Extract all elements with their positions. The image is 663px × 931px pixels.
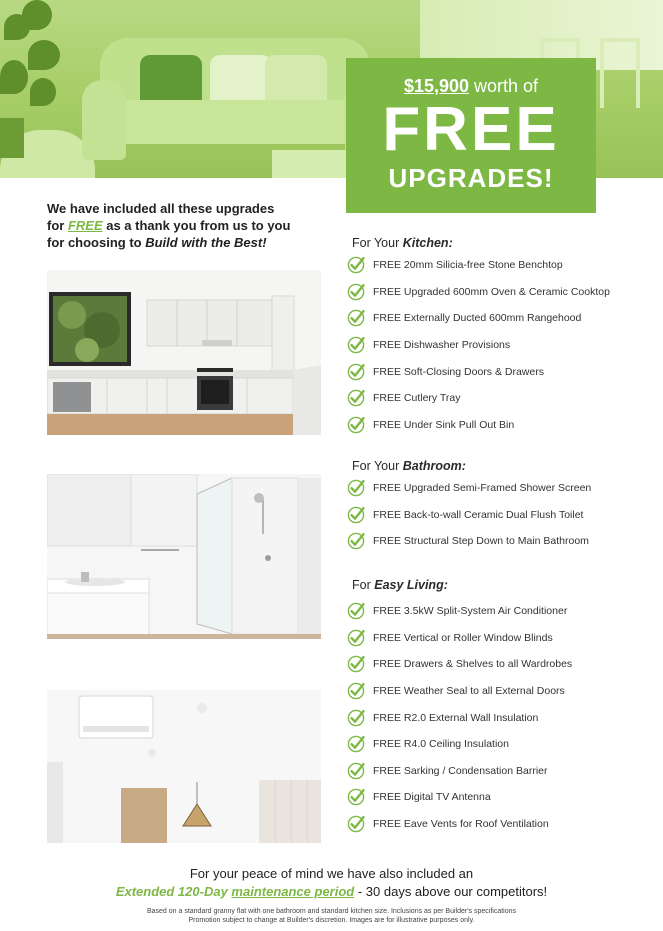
hero-sofa-seat [92,100,382,144]
list-item [347,678,647,705]
hero-sofa-arm [82,80,126,160]
intro-line-3 [47,234,327,251]
hero-plant-leaf [22,0,52,30]
list-item-label: FREE Drawers & Shelves to all Wardrobes [373,658,573,671]
fine-print-1: Based on a standard granny flat with one bathroom and standard kitchen size. Inclusions as per Builder's specifications [146,908,517,915]
kitchen-photo [47,270,321,435]
promo-amount: $15,900 [403,76,470,96]
list-item-label: FREE R2.0 External Wall Insulation [373,711,539,724]
check-circle-icon [347,815,365,833]
list-item-label: FREE Under Sink Pull Out Bin [373,418,515,431]
check-circle-icon [347,709,365,727]
list-item [347,784,647,811]
check-circle-icon [347,788,365,806]
check-circle-icon [347,389,365,407]
intro-line-3-start: for choosing to [47,235,146,250]
promo-box [346,58,596,213]
living-illustration [47,678,321,843]
list-item [347,731,647,758]
check-circle-icon [347,256,365,274]
list-item [347,475,647,502]
intro-for: for [47,218,68,233]
check-circle-icon [347,479,365,497]
fine-print-2: Promotion subject to change at Builder's discretion. Images are for illustrative purposes only. [188,917,475,924]
list-item [347,279,647,306]
hero-plant-leaf [0,60,28,94]
check-circle-icon [347,336,365,354]
hero-chair [600,38,640,108]
list-item-label: FREE Weather Seal to all External Doors [373,685,565,698]
footer-line-2 [0,884,663,899]
intro-line-3-em: Build with the Best! [145,235,267,250]
list-item-label: FREE Back-to-wall Ceramic Dual Flush Toilet [373,508,584,521]
kitchen-upgrade-list [347,252,647,438]
list-item-label: FREE Digital TV Antenna [373,791,491,804]
list-item [347,332,647,359]
bathroom-photo [47,474,321,639]
footer-highlight-b: maintenance period [231,884,355,899]
list-item-label: FREE 20mm Silicia-free Stone Benchtop [373,259,563,272]
list-item-label: FREE Cutlery Tray [373,392,461,405]
hero-plant-pot [0,118,24,158]
list-item-label: FREE Externally Ducted 600mm Rangehood [373,312,582,325]
list-item-label: FREE 3.5kW Split-System Air Conditioner [373,605,568,618]
living-upgrade-list [347,598,647,837]
list-item [347,625,647,652]
kitchen-section-title [352,236,453,250]
list-item [347,528,647,555]
intro-line-1: We have included all these upgrades [47,201,275,216]
check-circle-icon [347,416,365,434]
list-item [347,385,647,412]
hero-plant-leaf [30,78,56,106]
check-circle-icon [347,629,365,647]
list-item [347,651,647,678]
list-item-label: FREE Sarking / Condensation Barrier [373,764,548,777]
list-item [347,252,647,279]
footer-line-2-rest: - 30 days above our competitors! [354,884,548,899]
list-item-label: FREE Soft-Closing Doors & Drawers [373,365,544,378]
kitchen-title-prefix: For Your [352,236,403,250]
hero-plant-leaf [28,40,60,70]
promo-upgrades: UPGRADES! [388,163,554,193]
promo-amount-line [346,76,596,97]
check-circle-icon [347,283,365,301]
footer-highlight [116,884,354,899]
check-circle-icon [347,363,365,381]
footer-line-1: For your peace of mind we have also included an [189,866,474,881]
list-item-label: FREE Structural Step Down to Main Bathroom [373,535,589,548]
check-circle-icon [347,532,365,550]
check-circle-icon [347,655,365,673]
bathroom-title-em: Bathroom: [402,459,466,473]
check-circle-icon [347,682,365,700]
footer-highlight-a: Extended 120-Day [115,884,232,899]
check-circle-icon [347,602,365,620]
list-item-label: FREE Vertical or Roller Window Blinds [373,631,553,644]
check-circle-icon [347,762,365,780]
list-item [347,502,647,529]
living-title-em: Easy Living: [374,578,448,592]
bathroom-section-title [352,459,466,473]
bathroom-illustration [47,474,321,639]
intro-free-word: FREE [67,218,103,233]
intro-text [47,200,327,251]
living-section-title [352,578,448,592]
list-item [347,704,647,731]
check-circle-icon [347,735,365,753]
check-circle-icon [347,506,365,524]
list-item-label: FREE R4.0 Ceiling Insulation [373,738,509,751]
list-item [347,758,647,785]
list-item-label: FREE Dishwasher Provisions [373,339,511,352]
bathroom-title-prefix: For Your [352,459,403,473]
kitchen-title-em: Kitchen: [402,236,453,250]
list-item [347,811,647,838]
intro-line-2 [47,217,327,234]
list-item [347,305,647,332]
list-item [347,598,647,625]
living-photo [47,678,321,843]
bathroom-upgrade-list [347,475,647,555]
list-item [347,412,647,439]
promo-worth: worth of [469,76,539,96]
list-item-label: FREE Upgraded Semi-Framed Shower Screen [373,482,592,495]
intro-line-2-rest: as a thank you from us to you [102,218,291,233]
list-item-label: FREE Upgraded 600mm Oven & Ceramic Cooktop [373,285,610,298]
list-item [347,358,647,385]
living-title-prefix: For [352,578,375,592]
check-circle-icon [347,309,365,327]
promo-free: FREE [382,95,560,164]
kitchen-illustration [47,270,321,435]
list-item-label: FREE Eave Vents for Roof Ventilation [373,818,549,831]
